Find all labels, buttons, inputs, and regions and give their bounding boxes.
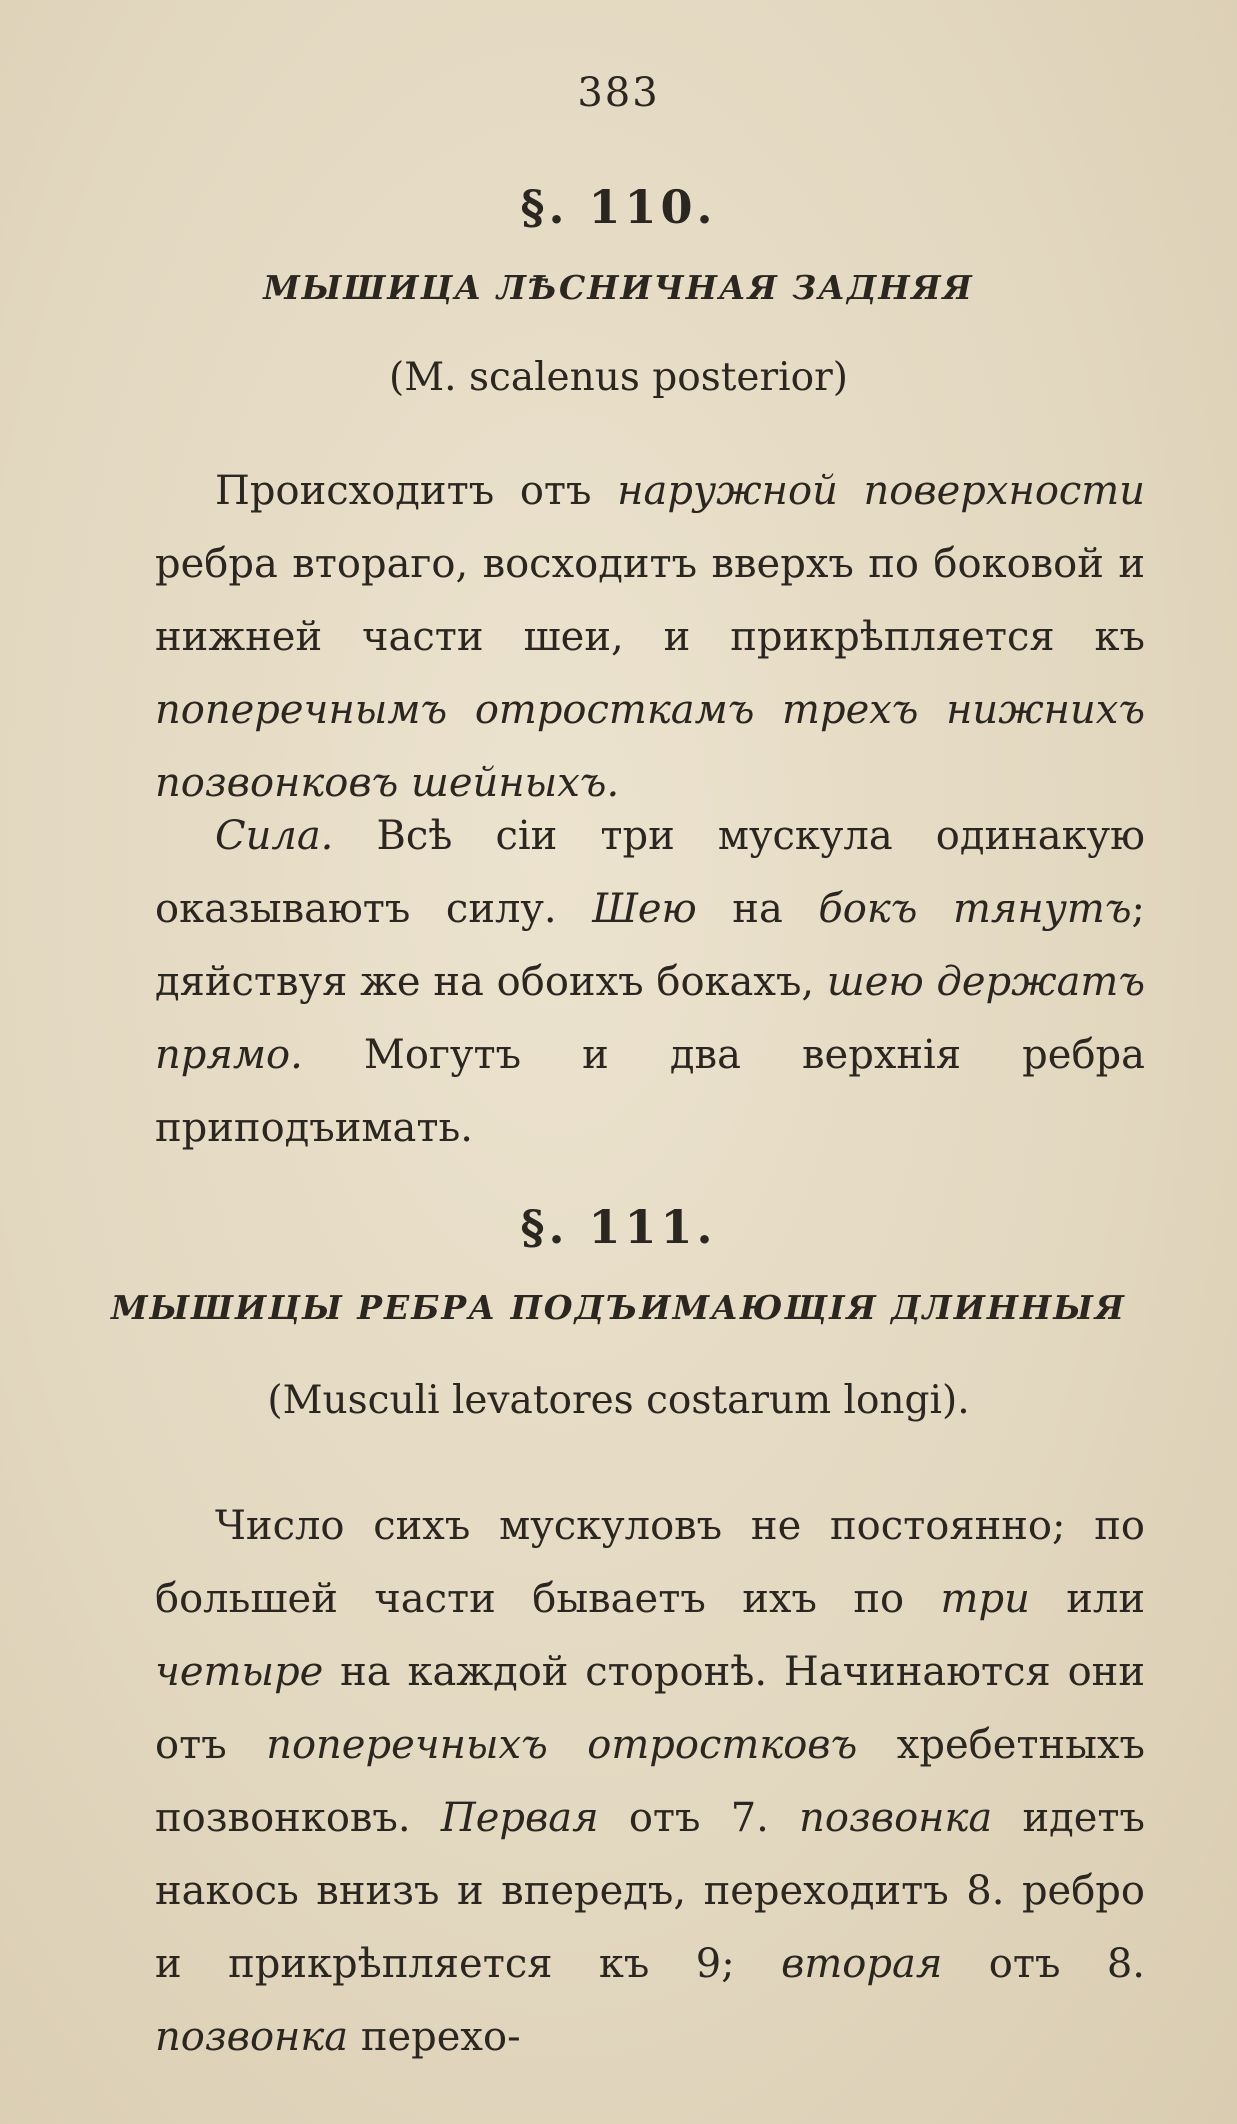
page-number: 383 xyxy=(577,70,660,116)
body-text: отъ 8. xyxy=(942,1941,1145,1987)
italic-text: четыре xyxy=(155,1649,324,1695)
italic-text: три xyxy=(940,1576,1030,1622)
body-text: перехо- xyxy=(348,2014,521,2060)
italic-text: вторая xyxy=(781,1941,943,1987)
italic-text: Первая xyxy=(440,1795,599,1841)
italic-text: позвонка xyxy=(155,2014,349,2060)
italic-text: поперечныхъ отростковъ xyxy=(266,1722,858,1768)
body-text: ; дяйствуя же на обоихъ бокахъ, xyxy=(155,886,1145,1005)
body-text: ребра втораго, восходитъ вверхъ по боковой и нижней части шеи, и прикрѣпляется къ xyxy=(155,541,1145,660)
body-text: Всѣ сіи три мускула одинакую оказываютъ силу. xyxy=(155,813,1145,932)
section-number-110: §. 110. xyxy=(520,180,717,234)
body-text: Происходитъ отъ xyxy=(215,468,618,514)
body-text: хребетныхъ позвонковъ. xyxy=(155,1722,1145,1841)
italic-text: поперечнымъ отросткамъ трехъ нижнихъ позвонковъ шейныхъ. xyxy=(155,687,1145,806)
paragraph xyxy=(155,800,1145,1165)
body-text: идетъ накось внизъ и впередъ, переходитъ 8. ребро и прикрѣпляется къ 9; xyxy=(155,1795,1146,1987)
section-title-111: МЫШИЦЫ РЕБРА ПОДЪИМАЮЩІЯ ДЛИННЫЯ xyxy=(111,1288,1126,1327)
body-text: на xyxy=(696,886,819,932)
section-latin-110: (M. scalenus posterior) xyxy=(389,355,848,400)
italic-text: наружной поверхности xyxy=(617,468,1145,514)
body-text: Могутъ и два верхнія ребра приподъимать. xyxy=(155,1032,1145,1151)
italic-text: позвонка xyxy=(799,1795,993,1841)
italic-text: Шею xyxy=(592,886,697,932)
italic-text: шею держатъ прямо. xyxy=(155,959,1146,1078)
paragraph xyxy=(155,455,1145,820)
paragraph xyxy=(155,1490,1145,2074)
italic-text: бокъ тянутъ xyxy=(818,886,1132,932)
section-title-110: МЫШИЦА ЛѢСНИЧНАЯ ЗАДНЯЯ xyxy=(263,268,974,307)
body-text: на каждой сторонѣ. Начинаются они отъ xyxy=(155,1649,1145,1768)
body-text: Число сихъ мускуловъ не постоянно; по большей части бываетъ ихъ по xyxy=(155,1503,1145,1622)
body-text: отъ 7. xyxy=(598,1795,800,1841)
section-latin-111: (Musculi levatores costarum longi). xyxy=(267,1378,970,1423)
body-text: или xyxy=(1029,1576,1146,1622)
section-number-111: §. 111. xyxy=(520,1200,717,1254)
italic-text: Сила. xyxy=(215,813,334,859)
